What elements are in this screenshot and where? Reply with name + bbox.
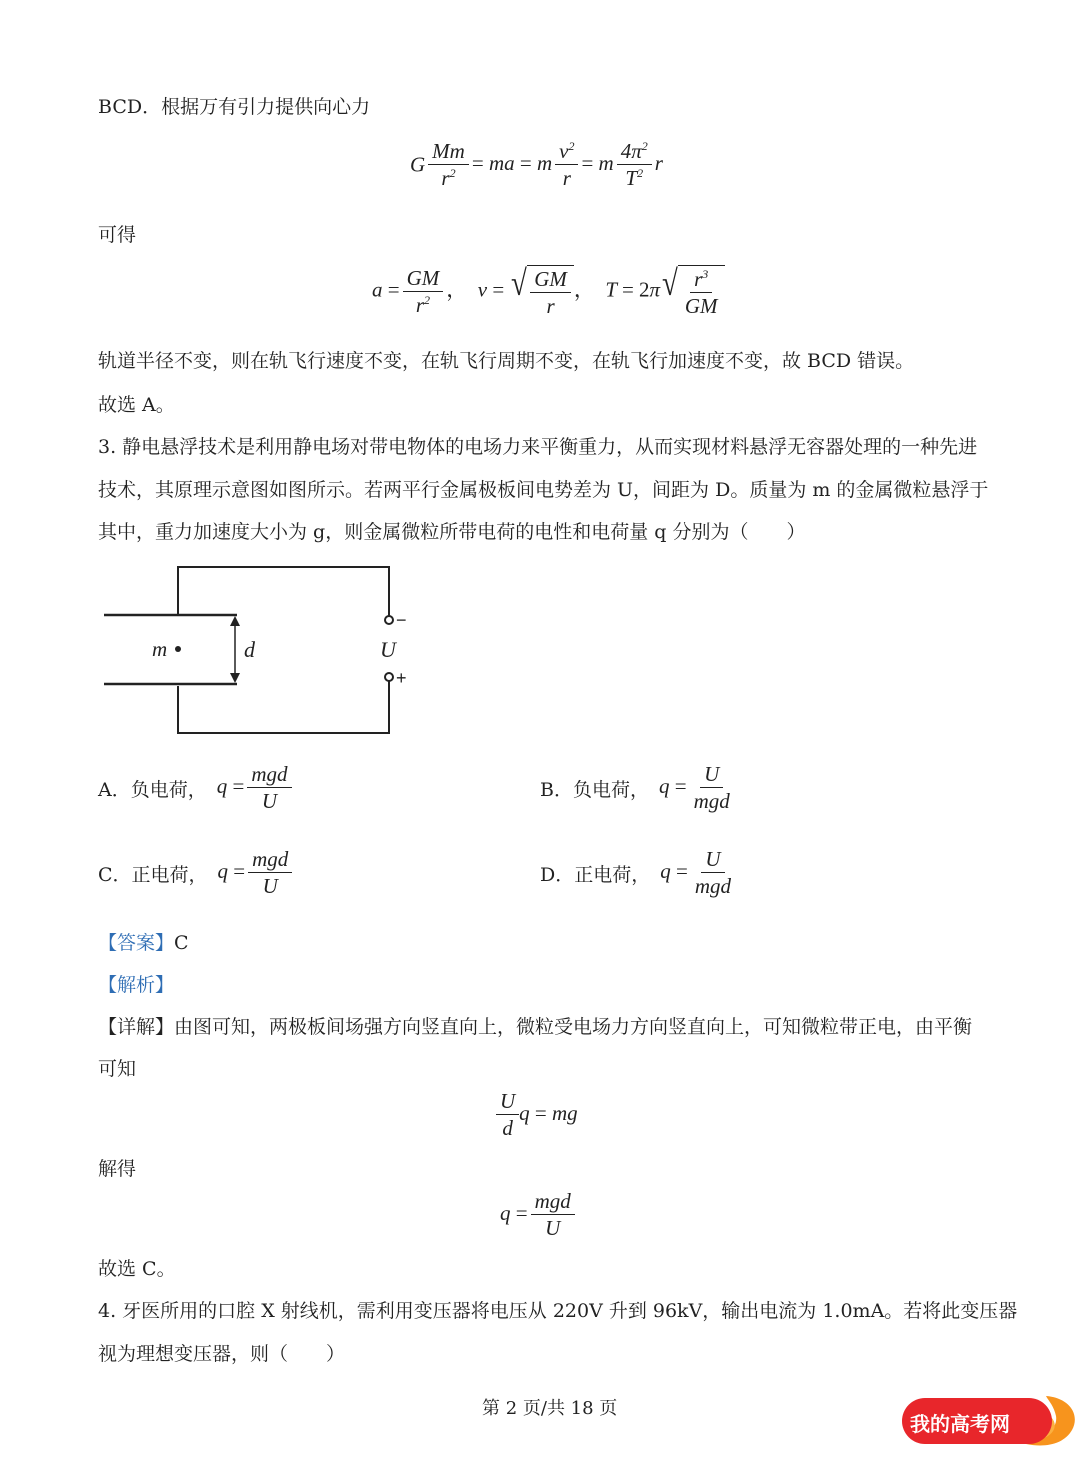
formula-results: a = $\frac{GM}{r^2}$ ， v = √ $\frac{GM}{r}$ ， T = 2π √ $\frac{r^3}{GM}$ — [372, 265, 725, 318]
option-d-den: mgd — [694, 874, 731, 899]
q4-line2: 视为理想变压器，则（ ） — [98, 1343, 346, 1365]
bottom-wire — [178, 680, 389, 733]
particle-dot — [175, 646, 181, 652]
q3-line3: 其中，重力加速度大小为 g，则金属微粒所带电荷的电性和电荷量 q 分别为（ ） — [98, 521, 806, 543]
option-c-num: mgd — [248, 848, 292, 873]
option-a[interactable]: A．负电荷， q = $\frac{\text{mgd}}{U}$ — [98, 763, 295, 813]
formula-balance: $\frac{U}{d}$ q = mg — [496, 1090, 578, 1140]
answer-row — [98, 928, 189, 955]
option-c[interactable]: C．正电荷， q = $\frac{\text{mgd}}{U}$ — [98, 848, 295, 898]
detail-line1 — [98, 1012, 972, 1039]
option-b[interactable]: B．负电荷， q = $\frac{U}{\text{mgd}}$ — [540, 763, 737, 813]
option-c-label: C．正电荷， — [98, 863, 208, 886]
bcd-heading: BCD．根据万有引力提供向心力 — [98, 96, 371, 118]
option-b-den: mgd — [693, 789, 730, 814]
answer-tag: 【答案】 — [98, 932, 175, 954]
choose-c-text: 故选 C。 — [98, 1258, 176, 1280]
minus-label: − — [396, 610, 407, 630]
distance-label: d — [244, 637, 255, 662]
voltage-label: U — [380, 637, 396, 662]
jiede-text: 解得 — [98, 1158, 137, 1180]
conclusion-text: 轨道半径不变，则在轨飞行速度不变，在轨飞行周期不变，在轨飞行加速度不变，故 BCD 错误。 — [98, 350, 915, 372]
mass-label: m — [152, 637, 168, 661]
choose-a-text: 故选 A。 — [98, 394, 175, 416]
option-d-label: D．正电荷， — [540, 863, 651, 886]
detail-tag: 【详解】 — [98, 1016, 175, 1038]
option-a-den: U — [261, 789, 277, 814]
kede-text: 可得 — [98, 224, 137, 246]
plus-label: + — [396, 668, 407, 688]
site-logo[interactable] — [896, 1388, 1080, 1454]
formula-solution: q = $\frac{\text{mgd}}{U}$ — [500, 1190, 578, 1240]
option-c-den: U — [262, 874, 278, 899]
formula-gravitation: G $\frac{Mm}{r^2}$ = ma = m $\frac{v^2}{r}$ = m $\frac{4\pi^2}{T^2}$ r — [410, 139, 663, 191]
q4-line1: 4. 牙医所用的口腔 X 射线机，需利用变压器将电压从 220V 升到 96kV，输出电流为 1.0mA。若将此变压器 — [98, 1300, 1018, 1322]
q3-line1: 3. 静电悬浮技术是利用静电场对带电物体的电场力来平衡重力，从而实现材料悬浮无容器处理的一种先进 — [98, 436, 978, 458]
detail-text: 由图可知，两极板间场强方向竖直向上，微粒受电场力方向竖直向上，可知微粒带正电，由平衡 — [174, 1016, 973, 1038]
page-number: 第 2 页/共 18 页 — [482, 1398, 618, 1419]
option-a-label: A．负电荷， — [98, 778, 207, 801]
terminal-plus — [385, 673, 393, 681]
option-d-num: U — [701, 848, 724, 873]
detail-line2: 可知 — [98, 1058, 137, 1080]
capacitor-figure — [98, 560, 428, 740]
analysis-tag: 【解析】 — [98, 974, 175, 996]
option-a-num: mgd — [247, 763, 291, 788]
option-b-label: B．负电荷， — [540, 778, 649, 801]
q3-line2: 技术，其原理示意图如图所示。若两平行金属极板间电势差为 U，间距为 D。质量为 m 的金属微粒悬浮于 — [98, 479, 989, 501]
logo-text: 我的高考网 — [910, 1412, 1010, 1436]
top-wire — [178, 567, 389, 616]
terminal-minus — [385, 616, 393, 624]
option-d[interactable]: D．正电荷， q = $\frac{U}{\text{mgd}}$ — [540, 848, 738, 898]
answer-value: C — [174, 932, 189, 954]
option-b-num: U — [700, 763, 723, 788]
